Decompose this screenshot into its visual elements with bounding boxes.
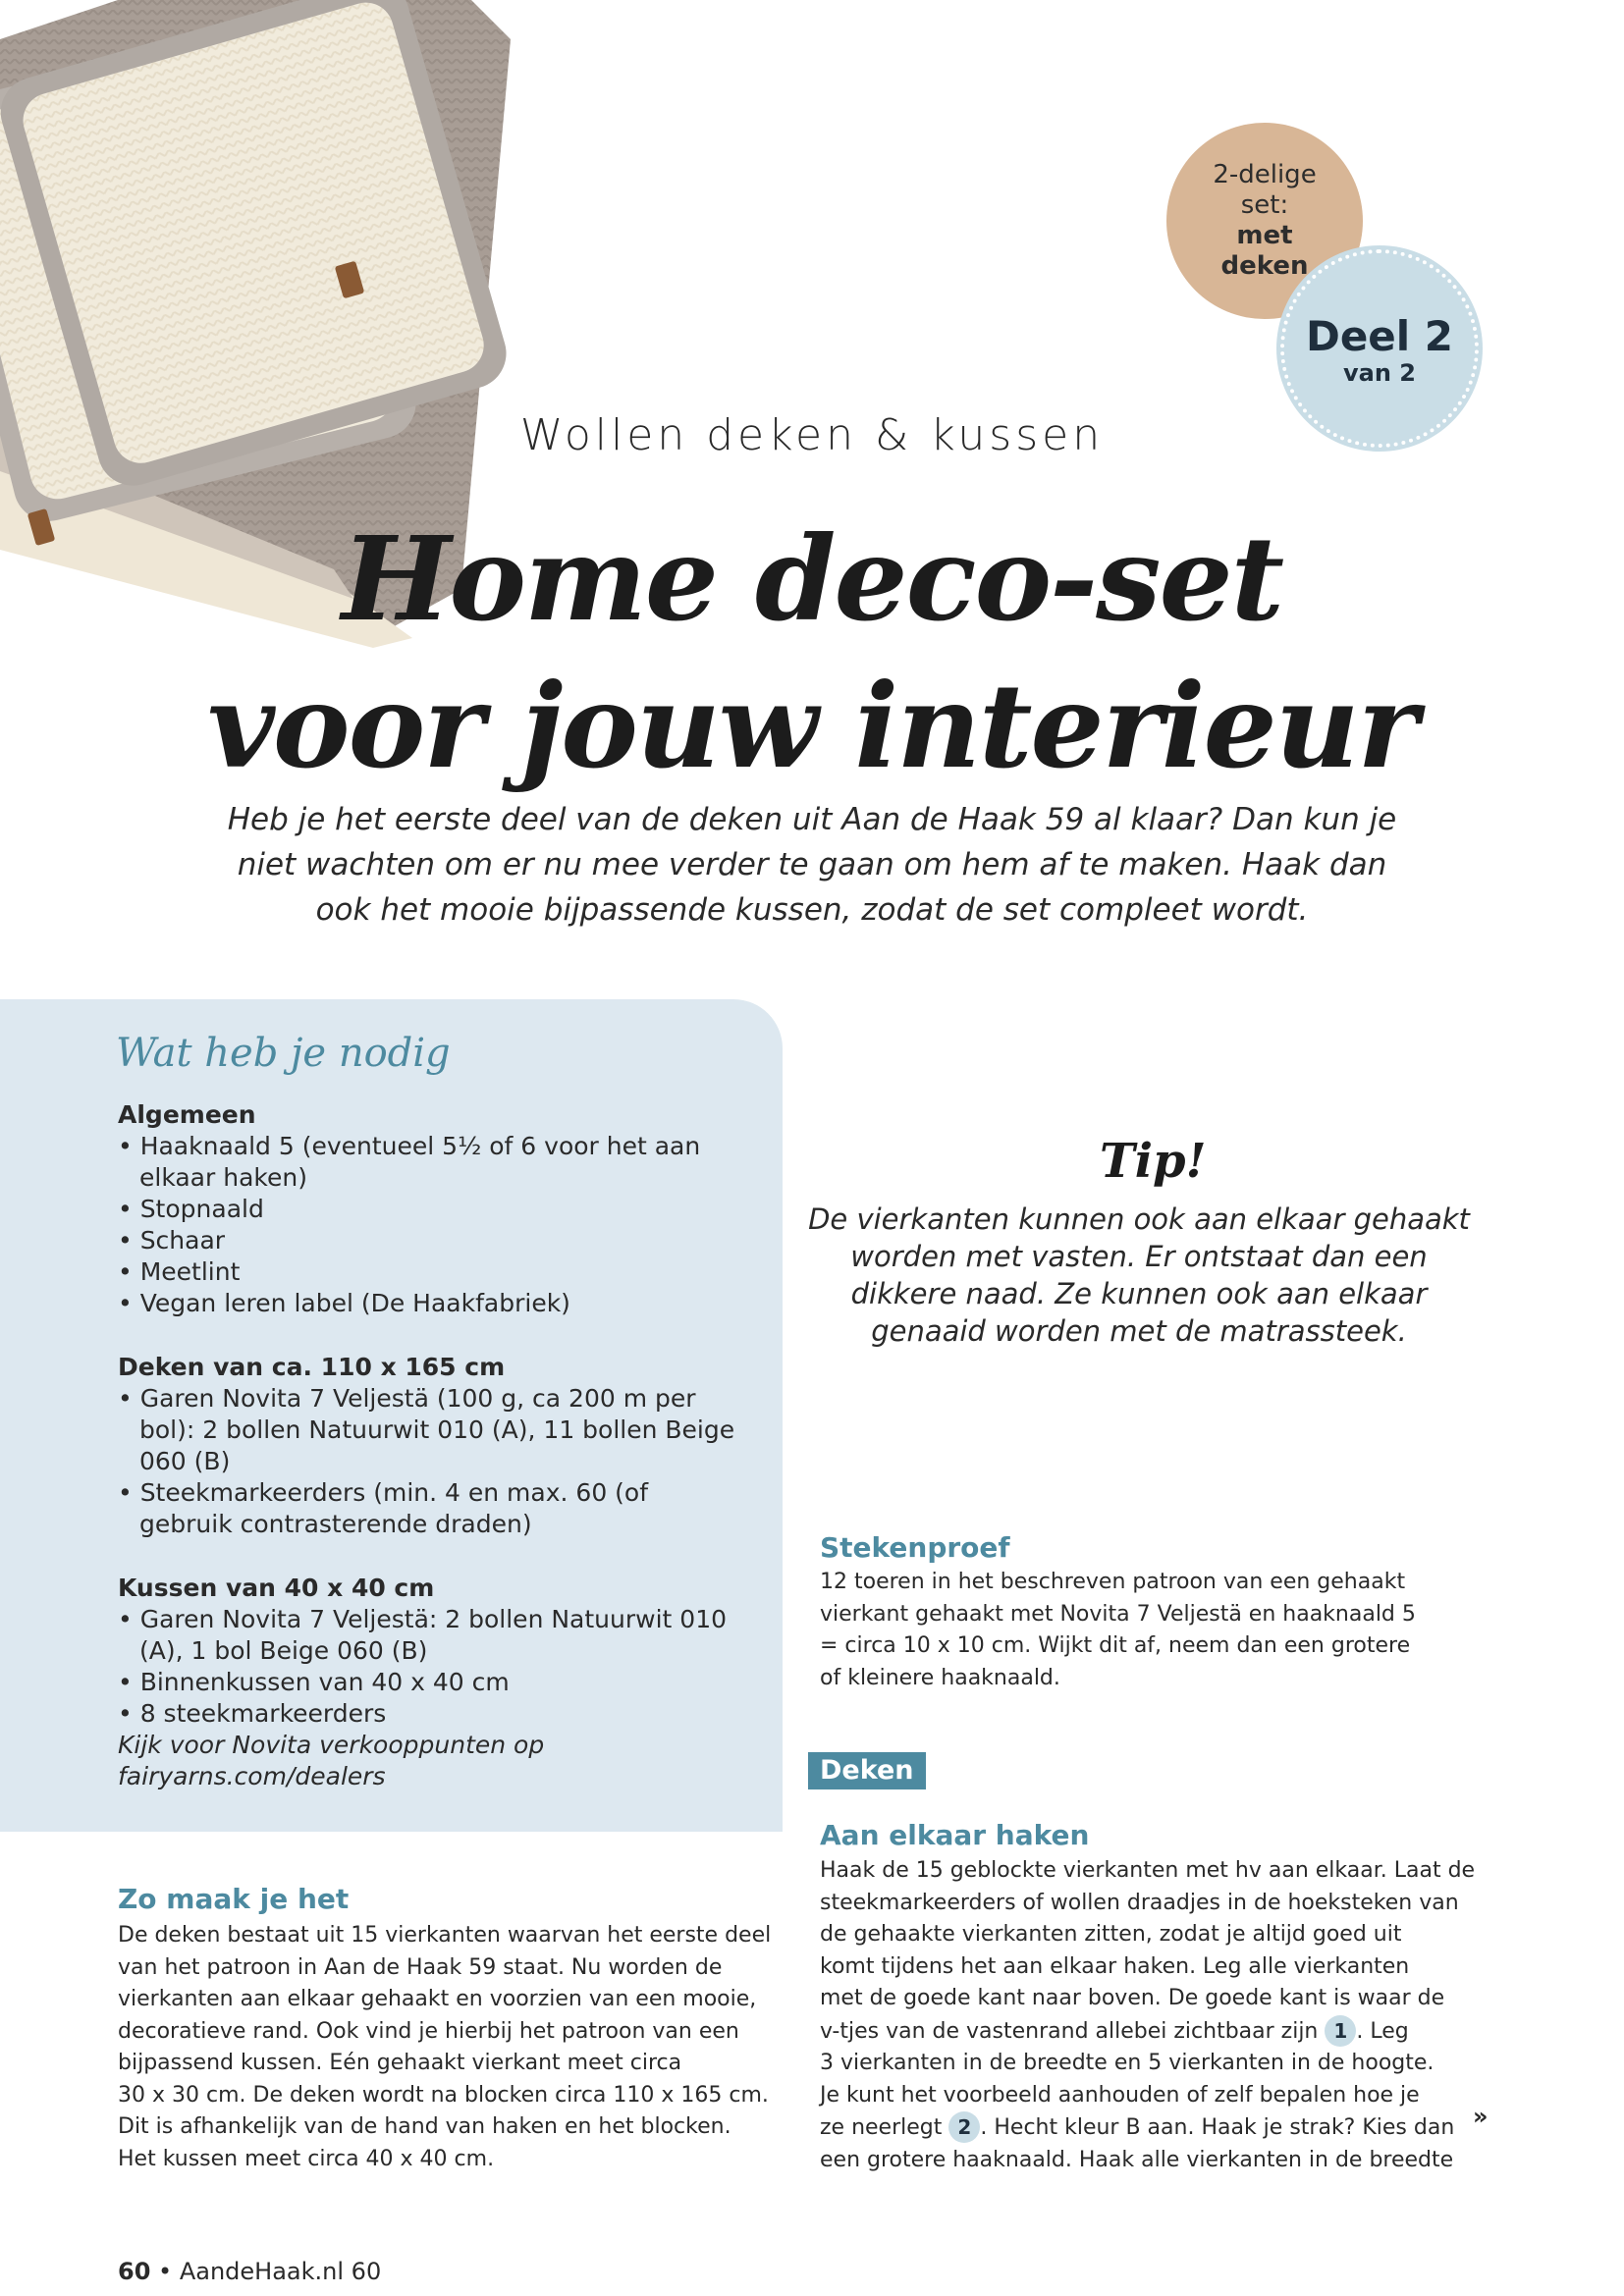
joining-line: een grotere haaknaald. Haak alle vierkanten in de breedte bbox=[820, 2147, 1454, 2172]
tip-line: genaaid worden met de matrassteek. bbox=[871, 1314, 1407, 1348]
joining-line-part: ze neerlegt bbox=[820, 2115, 943, 2140]
instructions-text bbox=[118, 1920, 785, 2175]
materials-general bbox=[118, 1099, 746, 1319]
joining-line bbox=[820, 2015, 1507, 2049]
list-item: • Schaar bbox=[118, 1226, 226, 1255]
joining-line-part: . Leg bbox=[1356, 2018, 1409, 2044]
set-badge-line3: met bbox=[1236, 221, 1293, 250]
part-badge-line2: van 2 bbox=[1343, 359, 1416, 387]
instructions-line: Het kussen meet circa 40 x 40 cm. bbox=[118, 2146, 495, 2171]
set-badge-line2: set: bbox=[1240, 190, 1289, 220]
list-item: • Garen Novita 7 Veljestä (100 g, ca 200 m per bol): 2 bollen Natuurwit 010 (A), 11 bollen Beige 060 (B) bbox=[118, 1384, 735, 1475]
gauge-line: of kleinere haaknaald. bbox=[820, 1665, 1060, 1690]
materials-cushion-note: Kijk voor Novita verkooppunten op fairyarns.com/dealers bbox=[118, 1731, 545, 1790]
intro-text bbox=[177, 797, 1447, 933]
joining-line-part: v-tjes van de vastenrand allebei zichtbaar zijn bbox=[820, 2018, 1319, 2044]
joining-line-part: . Hecht kleur B aan. Haak je strak? Kies dan bbox=[980, 2115, 1455, 2140]
instructions-line: decoratieve rand. Ook vind je hierbij het patroon van een bbox=[118, 2018, 739, 2044]
gauge-line: 12 toeren in het beschreven patroon van een gehaakt bbox=[820, 1570, 1406, 1594]
part-badge-line1: Deel 2 bbox=[1305, 312, 1454, 360]
list-item: • 8 steekmarkeerders bbox=[118, 1699, 387, 1728]
intro-line: Heb je het eerste deel van de deken uit Aan de Haak 59 al klaar? Dan kun je bbox=[227, 802, 1397, 837]
tip-text bbox=[805, 1201, 1473, 1350]
tip-heading: Tip! bbox=[1100, 1134, 1207, 1189]
list-item: • Meetlint bbox=[118, 1257, 241, 1286]
joining-line: de gehaakte vierkanten zitten, zodat je altijd goed uit bbox=[820, 1922, 1402, 1947]
page-title-line1: Home deco-set bbox=[341, 510, 1283, 647]
instructions-heading: Zo maak je het bbox=[118, 1883, 350, 1915]
figure-ref-2: 2 bbox=[948, 2111, 980, 2143]
joining-line: komt tijdens het aan elkaar haken. Leg alle vierkanten bbox=[820, 1953, 1410, 1979]
page-footer bbox=[118, 2258, 381, 2285]
instructions-line: De deken bestaat uit 15 vierkanten waarvan het eerste deel bbox=[118, 1923, 772, 1948]
materials-blanket-heading: Deken van ca. 110 x 165 cm bbox=[118, 1353, 506, 1381]
materials-cushion bbox=[118, 1573, 746, 1792]
gauge-line: = circa 10 x 10 cm. Wijkt dit af, neem dan een grotere bbox=[820, 1633, 1411, 1658]
section-tag-deken: Deken bbox=[808, 1752, 926, 1789]
joining-heading: Aan elkaar haken bbox=[820, 1819, 1090, 1851]
joining-text bbox=[820, 1855, 1507, 2176]
instructions-line: van het patroon in Aan de Haak 59 staat. Nu worden de bbox=[118, 1954, 723, 1980]
joining-line: 3 vierkanten in de breedte en 5 vierkanten in de hoogte. bbox=[820, 2051, 1435, 2075]
continue-arrow-icon: » bbox=[1473, 2103, 1489, 2130]
materials-general-heading: Algemeen bbox=[118, 1100, 256, 1129]
figure-ref-1: 1 bbox=[1325, 2015, 1356, 2047]
gauge-text bbox=[820, 1567, 1507, 1694]
list-item: • Haaknaald 5 (eventueel 5½ of 6 voor het aan elkaar haken) bbox=[118, 1132, 701, 1192]
instructions-line: bijpassend kussen. Eén gehaakt vierkant meet circa bbox=[118, 2051, 682, 2075]
set-badge-line1: 2-delige bbox=[1213, 160, 1317, 189]
joining-line bbox=[820, 2111, 1507, 2145]
page-title-line2: voor jouw interieur bbox=[207, 658, 1417, 794]
instructions-line: Dit is afhankelijk van de hand van haken en het blocken. bbox=[118, 2114, 731, 2139]
list-item: • Vegan leren label (De Haakfabriek) bbox=[118, 1289, 570, 1317]
list-item: • Steekmarkeerders (min. 4 en max. 60 (of gebruik contrasterende draden) bbox=[118, 1478, 649, 1538]
list-item: • Garen Novita 7 Veljestä: 2 bollen Natuurwit 010 (A), 1 bol Beige 060 (B) bbox=[118, 1605, 728, 1665]
tip-line: worden met vasten. Er ontstaat dan een bbox=[850, 1240, 1428, 1273]
joining-line: Je kunt het voorbeeld aanhouden of zelf bepalen hoe je bbox=[820, 2082, 1420, 2108]
list-item: • Binnenkussen van 40 x 40 cm bbox=[118, 1668, 510, 1696]
instructions-line: 30 x 30 cm. De deken wordt na blocken circa 110 x 165 cm. bbox=[118, 2082, 769, 2108]
page-number: 60 bbox=[118, 2258, 151, 2285]
materials-blanket bbox=[118, 1352, 746, 1540]
joining-line: steekmarkeerders of wollen draadjes in de hoeksteken van bbox=[820, 1890, 1459, 1915]
joining-line: met de goede kant naar boven. De goede kant is waar de bbox=[820, 1986, 1445, 2010]
materials-cushion-heading: Kussen van 40 x 40 cm bbox=[118, 1574, 435, 1602]
page-subtitle: Wollen deken & kussen bbox=[519, 410, 1105, 460]
materials-title: Wat heb je nodig bbox=[116, 1031, 451, 1076]
set-badge-line4: deken bbox=[1220, 251, 1309, 281]
instructions-line: vierkanten aan elkaar gehaakt en voorzien van een mooie, bbox=[118, 1987, 757, 2011]
list-item: • Stopnaald bbox=[118, 1195, 264, 1223]
footer-site: AandeHaak.nl 60 bbox=[179, 2258, 382, 2285]
joining-line: Haak de 15 geblockte vierkanten met hv aan elkaar. Laat de bbox=[820, 1858, 1476, 1883]
footer-separator: • bbox=[158, 2258, 173, 2285]
gauge-line: vierkant gehaakt met Novita 7 Veljestä en haaknaald 5 bbox=[820, 1601, 1416, 1627]
gauge-heading: Stekenproef bbox=[820, 1531, 1010, 1564]
tip-line: dikkere naad. Ze kunnen ook aan elkaar bbox=[850, 1277, 1428, 1310]
intro-line: niet wachten om er nu mee verder te gaan om hem af te maken. Haak dan bbox=[237, 847, 1387, 882]
tip-line: De vierkanten kunnen ook aan elkaar gehaakt bbox=[808, 1202, 1470, 1236]
intro-line: ook het mooie bijpassende kussen, zodat de set compleet wordt. bbox=[315, 892, 1309, 928]
